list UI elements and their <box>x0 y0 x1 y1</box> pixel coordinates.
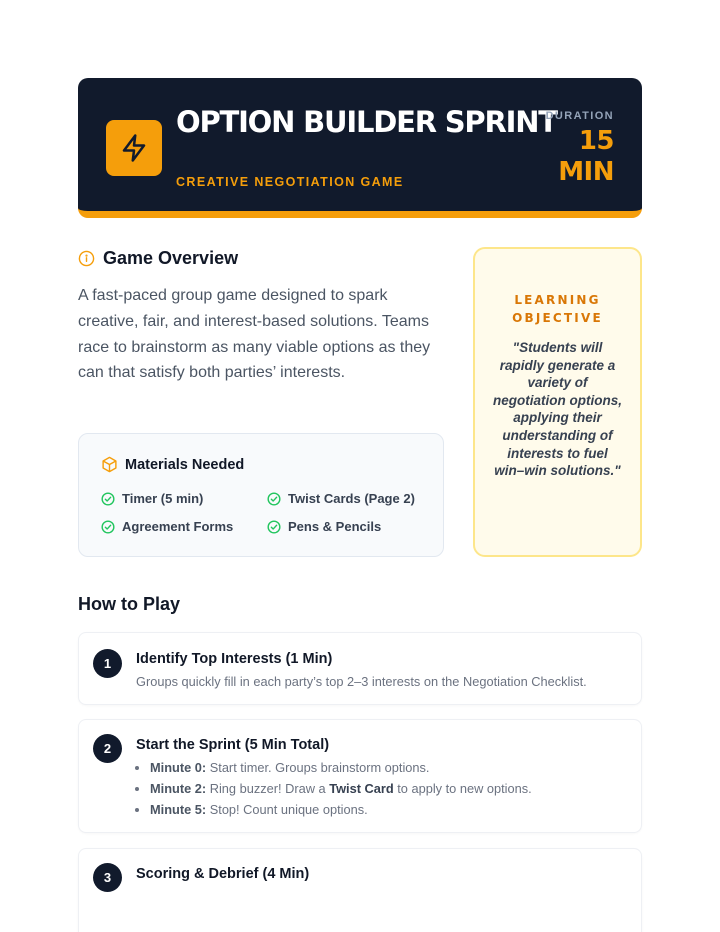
material-item <box>101 519 233 534</box>
step-bullet <box>150 799 532 820</box>
duration-unit: MIN <box>558 157 614 187</box>
overview-heading <box>78 248 238 269</box>
step-title: Start the Sprint (5 Min Total) <box>136 737 330 753</box>
game-header <box>78 78 642 218</box>
step-title: Scoring & Debrief (4 Min) <box>136 866 310 882</box>
bullet-text: to apply to new options. <box>393 781 532 796</box>
material-label: Twist Cards (Page 2) <box>288 491 415 506</box>
material-label: Pens & Pencils <box>288 519 382 534</box>
bullet-text: Stop! Count unique options. <box>206 802 368 817</box>
duration-label: DURATION <box>545 110 614 122</box>
lightning-bolt-icon <box>106 120 162 176</box>
step-number: 2 <box>93 734 122 763</box>
bullet-emphasis: Twist Card <box>329 781 394 796</box>
overview-text: A fast-paced group game designed to spark creative, fair, and interest-based solutions. Teams race to brainstorm as many viable options as they can that satisfy both parties’ interests. <box>78 287 431 382</box>
step-bullet <box>150 778 532 799</box>
step-description: Groups quickly fill in each party’s top 2–3 interests on the Negotiation Checklist. <box>136 674 587 689</box>
duration-number: 15 <box>578 126 614 156</box>
materials-heading <box>101 456 244 473</box>
bullet-time: Minute 5: <box>150 802 207 817</box>
materials-title: Materials Needed <box>125 456 245 473</box>
material-item <box>267 491 415 506</box>
material-item <box>267 519 381 534</box>
box-icon <box>101 456 118 473</box>
overview-title: Game Overview <box>103 248 239 268</box>
step-card <box>78 632 642 705</box>
game-title: OPTION BUILDER SPRINT <box>176 105 557 139</box>
objective-quote: "Students will rapidly generate a variety of negotiation options, applying their understanding of interests to fuel win–win solutions." <box>493 340 622 479</box>
step-card <box>78 848 642 932</box>
step-card <box>78 719 642 833</box>
check-circle-icon <box>101 492 115 506</box>
step-number: 3 <box>93 863 122 892</box>
learning-objective-card <box>473 247 642 557</box>
materials-card <box>78 433 444 557</box>
material-item <box>101 491 203 506</box>
step-title: Identify Top Interests (1 Min) <box>136 651 333 667</box>
check-circle-icon <box>101 520 115 534</box>
game-subtitle: CREATIVE NEGOTIATION GAME <box>176 175 404 189</box>
bullet-time: Minute 0: <box>150 760 207 775</box>
duration-value <box>494 126 614 188</box>
bullet-time: Minute 2: <box>150 781 207 796</box>
objective-label: LEARNING OBJECTIVE <box>512 293 603 325</box>
how-to-play-title: How to Play <box>78 594 181 614</box>
step-bullet-list <box>136 757 532 820</box>
check-circle-icon <box>267 492 281 506</box>
info-icon <box>78 250 95 267</box>
step-bullet <box>150 757 532 778</box>
check-circle-icon <box>267 520 281 534</box>
step-number: 1 <box>93 649 122 678</box>
bullet-text: Start timer. Groups brainstorm options. <box>206 760 430 775</box>
material-label: Agreement Forms <box>122 519 234 534</box>
material-label: Timer (5 min) <box>122 491 204 506</box>
bullet-text: Ring buzzer! Draw a <box>206 781 330 796</box>
